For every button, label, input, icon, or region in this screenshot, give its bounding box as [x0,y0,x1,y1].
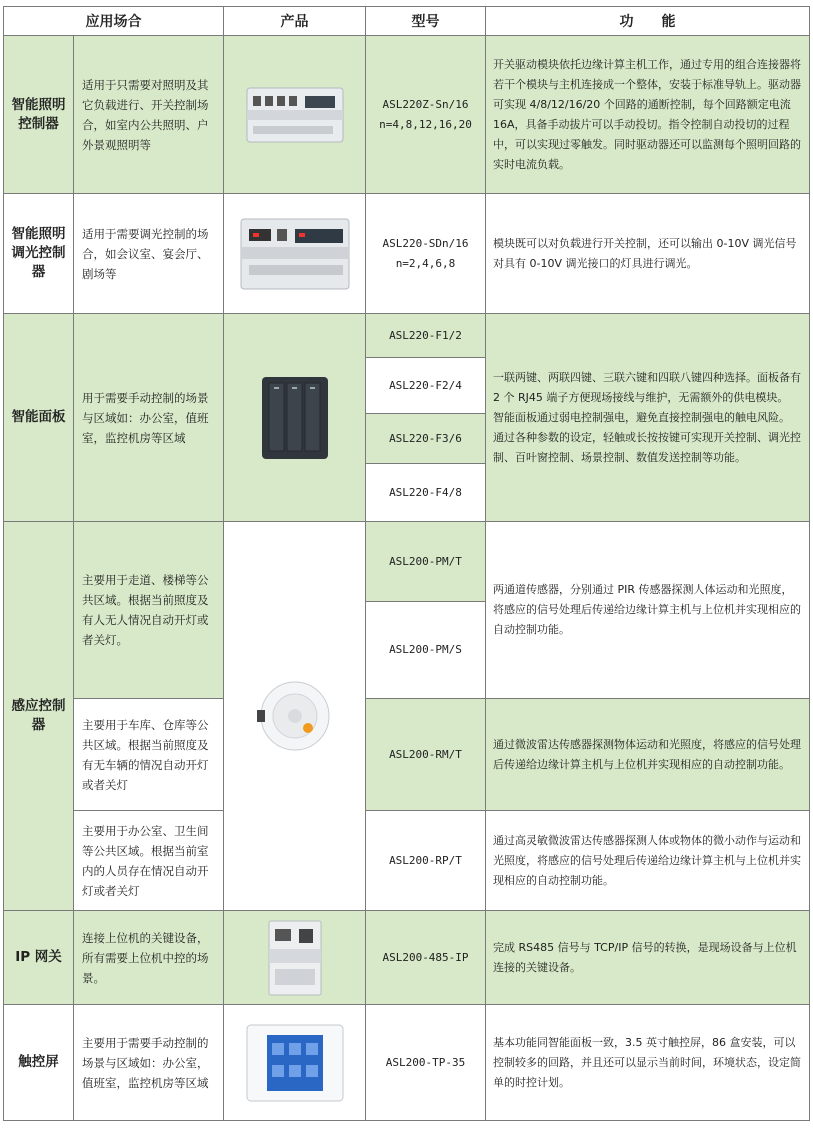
category-touch: 触控屏 [4,1005,74,1121]
row-panel [4,314,810,358]
header-product: 产品 [224,7,366,36]
category-panel: 智能面板 [4,314,74,522]
function-gateway: 完成 RS485 信号与 TCP/IP 信号的转换，是现场设备与上位机连接的关键设备。 [486,911,810,1005]
model-lighting: ASL220Z-Sn/16 n=4,8,12,16,20 [366,36,486,194]
scene-touch: 主要用于需要手动控制的场景与区域如：办公室，值班室，监控机房等区域 [74,1005,224,1121]
scene-gateway: 连接上位机的关键设备，所有需要上位机中控的场景。 [74,911,224,1005]
product-image-panel [224,314,366,522]
row-sensor-3 [4,699,810,811]
model-panel-1: ASL220-F1/2 [366,314,486,358]
scene-sensor-corridor: 主要用于走道、楼梯等公共区域。根据当前照度及有人无人情况自动开灯或者关灯。 [74,522,224,699]
product-image-gateway [224,911,366,1005]
model-panel-3: ASL220-F3/6 [366,414,486,464]
row-lighting [4,36,810,194]
function-sensor-pir: 两通道传感器，分别通过 PIR 传感器探测人体运动和光照度，将感应的信号处理后传递给边缘计算主机与上位机并实现相应的自动控制功能。 [486,522,810,699]
scene-sensor-garage: 主要用于车库、仓库等公共区域。根据当前照度及有无车辆的情况自动开灯或者关灯 [74,699,224,811]
model-sensor-2: ASL200-PM/S [366,602,486,699]
row-sensor-4 [4,811,810,911]
model-sensor-1: ASL200-PM/T [366,522,486,602]
scene-panel: 用于需要手动控制的场景与区域如：办公室，值班室，监控机房等区域 [74,314,224,522]
scene-sensor-office: 主要用于办公室、卫生间等公共区域。根据当前室内的人员存在情况自动开灯或者关灯 [74,811,224,911]
header-function: 功 能 [486,7,810,36]
model-panel-2: ASL220-F2/4 [366,358,486,414]
row-gateway [4,911,810,1005]
header-row [4,7,810,36]
category-sensor: 感应控制器 [4,522,74,911]
product-image-sensor [224,522,366,911]
model-sensor-4: ASL200-RP/T [366,811,486,911]
category-lighting: 智能照明控制器 [4,36,74,194]
model-dimming: ASL220-SDn/16 n=2,4,6,8 [366,194,486,314]
scene-lighting: 适用于只需要对照明及其它负载进行、开关控制场合，如室内公共照明、户外景观照明等 [74,36,224,194]
row-sensor-1 [4,522,810,602]
scene-dimming: 适用于需要调光控制的场合，如会议室、宴会厅、剧场等 [74,194,224,314]
product-image-dimming [224,194,366,314]
product-image-touch [224,1005,366,1121]
product-image-lighting [224,36,366,194]
function-dimming: 模块既可以对负载进行开关控制，还可以输出 0-10V 调光信号对具有 0-10V 调光接口的灯具进行调光。 [486,194,810,314]
function-sensor-radar: 通过微波雷达传感器探测物体运动和光照度，将感应的信号处理后传递给边缘计算主机与上位机并实现相应的自动控制功能。 [486,699,810,811]
category-gateway: IP 网关 [4,911,74,1005]
din-rail-switch-module-image [245,80,345,150]
touch-screen-image [245,1023,345,1103]
function-sensor-highsens: 通过高灵敏微波雷达传感器探测人体或物体的微小动作与运动和光照度，将感应的信号处理后传递给边缘计算主机与上位机并实现相应的自动控制功能。 [486,811,810,911]
ip-gateway-image [265,919,325,997]
model-panel-4: ASL220-F4/8 [366,464,486,522]
function-touch: 基本功能同智能面板一致，3.5 英寸触控屏，86 盒安装，可以控制较多的回路，并且还可以显示当前时间，环境状态，设定简单的时控计划。 [486,1005,810,1121]
header-scene: 应用场合 [4,7,224,36]
model-gateway: ASL200-485-IP [366,911,486,1005]
ceiling-sensor-image [255,676,335,756]
model-sensor-3: ASL200-RM/T [366,699,486,811]
row-touch [4,1005,810,1121]
product-spec-table [3,6,810,1121]
row-dimming [4,194,810,314]
category-dimming: 智能照明调光控制器 [4,194,74,314]
function-lighting: 开关驱动模块依托边缘计算主机工作，通过专用的组合连接器将若干个模块与主机连接成一个整体，安装于标准导轨上。驱动器可实现 4/8/12/16/20 个回路的通断控制，每个回路额定电流 16A，具备手动拔片可以手动投切。指令控制自动投切的过程中，可以实现过零触发。同时驱动器还可以监测每个照明回路的实时电流负载。 [486,36,810,194]
function-panel: 一联两键、两联四键、三联六键和四联八键四种选择。面板备有 2 个 RJ45 端子方便现场接线与维护，无需额外的供电模块。 智能面板通过弱电控制强电，避免直接控制强电的触电风险。 通过各种参数的设定，轻触或长按按键可实现开关控制、调光控制、百叶窗控制、场景控制、数值发送控制等功能。 [486,314,810,522]
wall-panel-image [260,375,330,461]
header-model: 型号 [366,7,486,36]
din-rail-dimmer-module-image [239,215,351,293]
model-touch: ASL200-TP-35 [366,1005,486,1121]
